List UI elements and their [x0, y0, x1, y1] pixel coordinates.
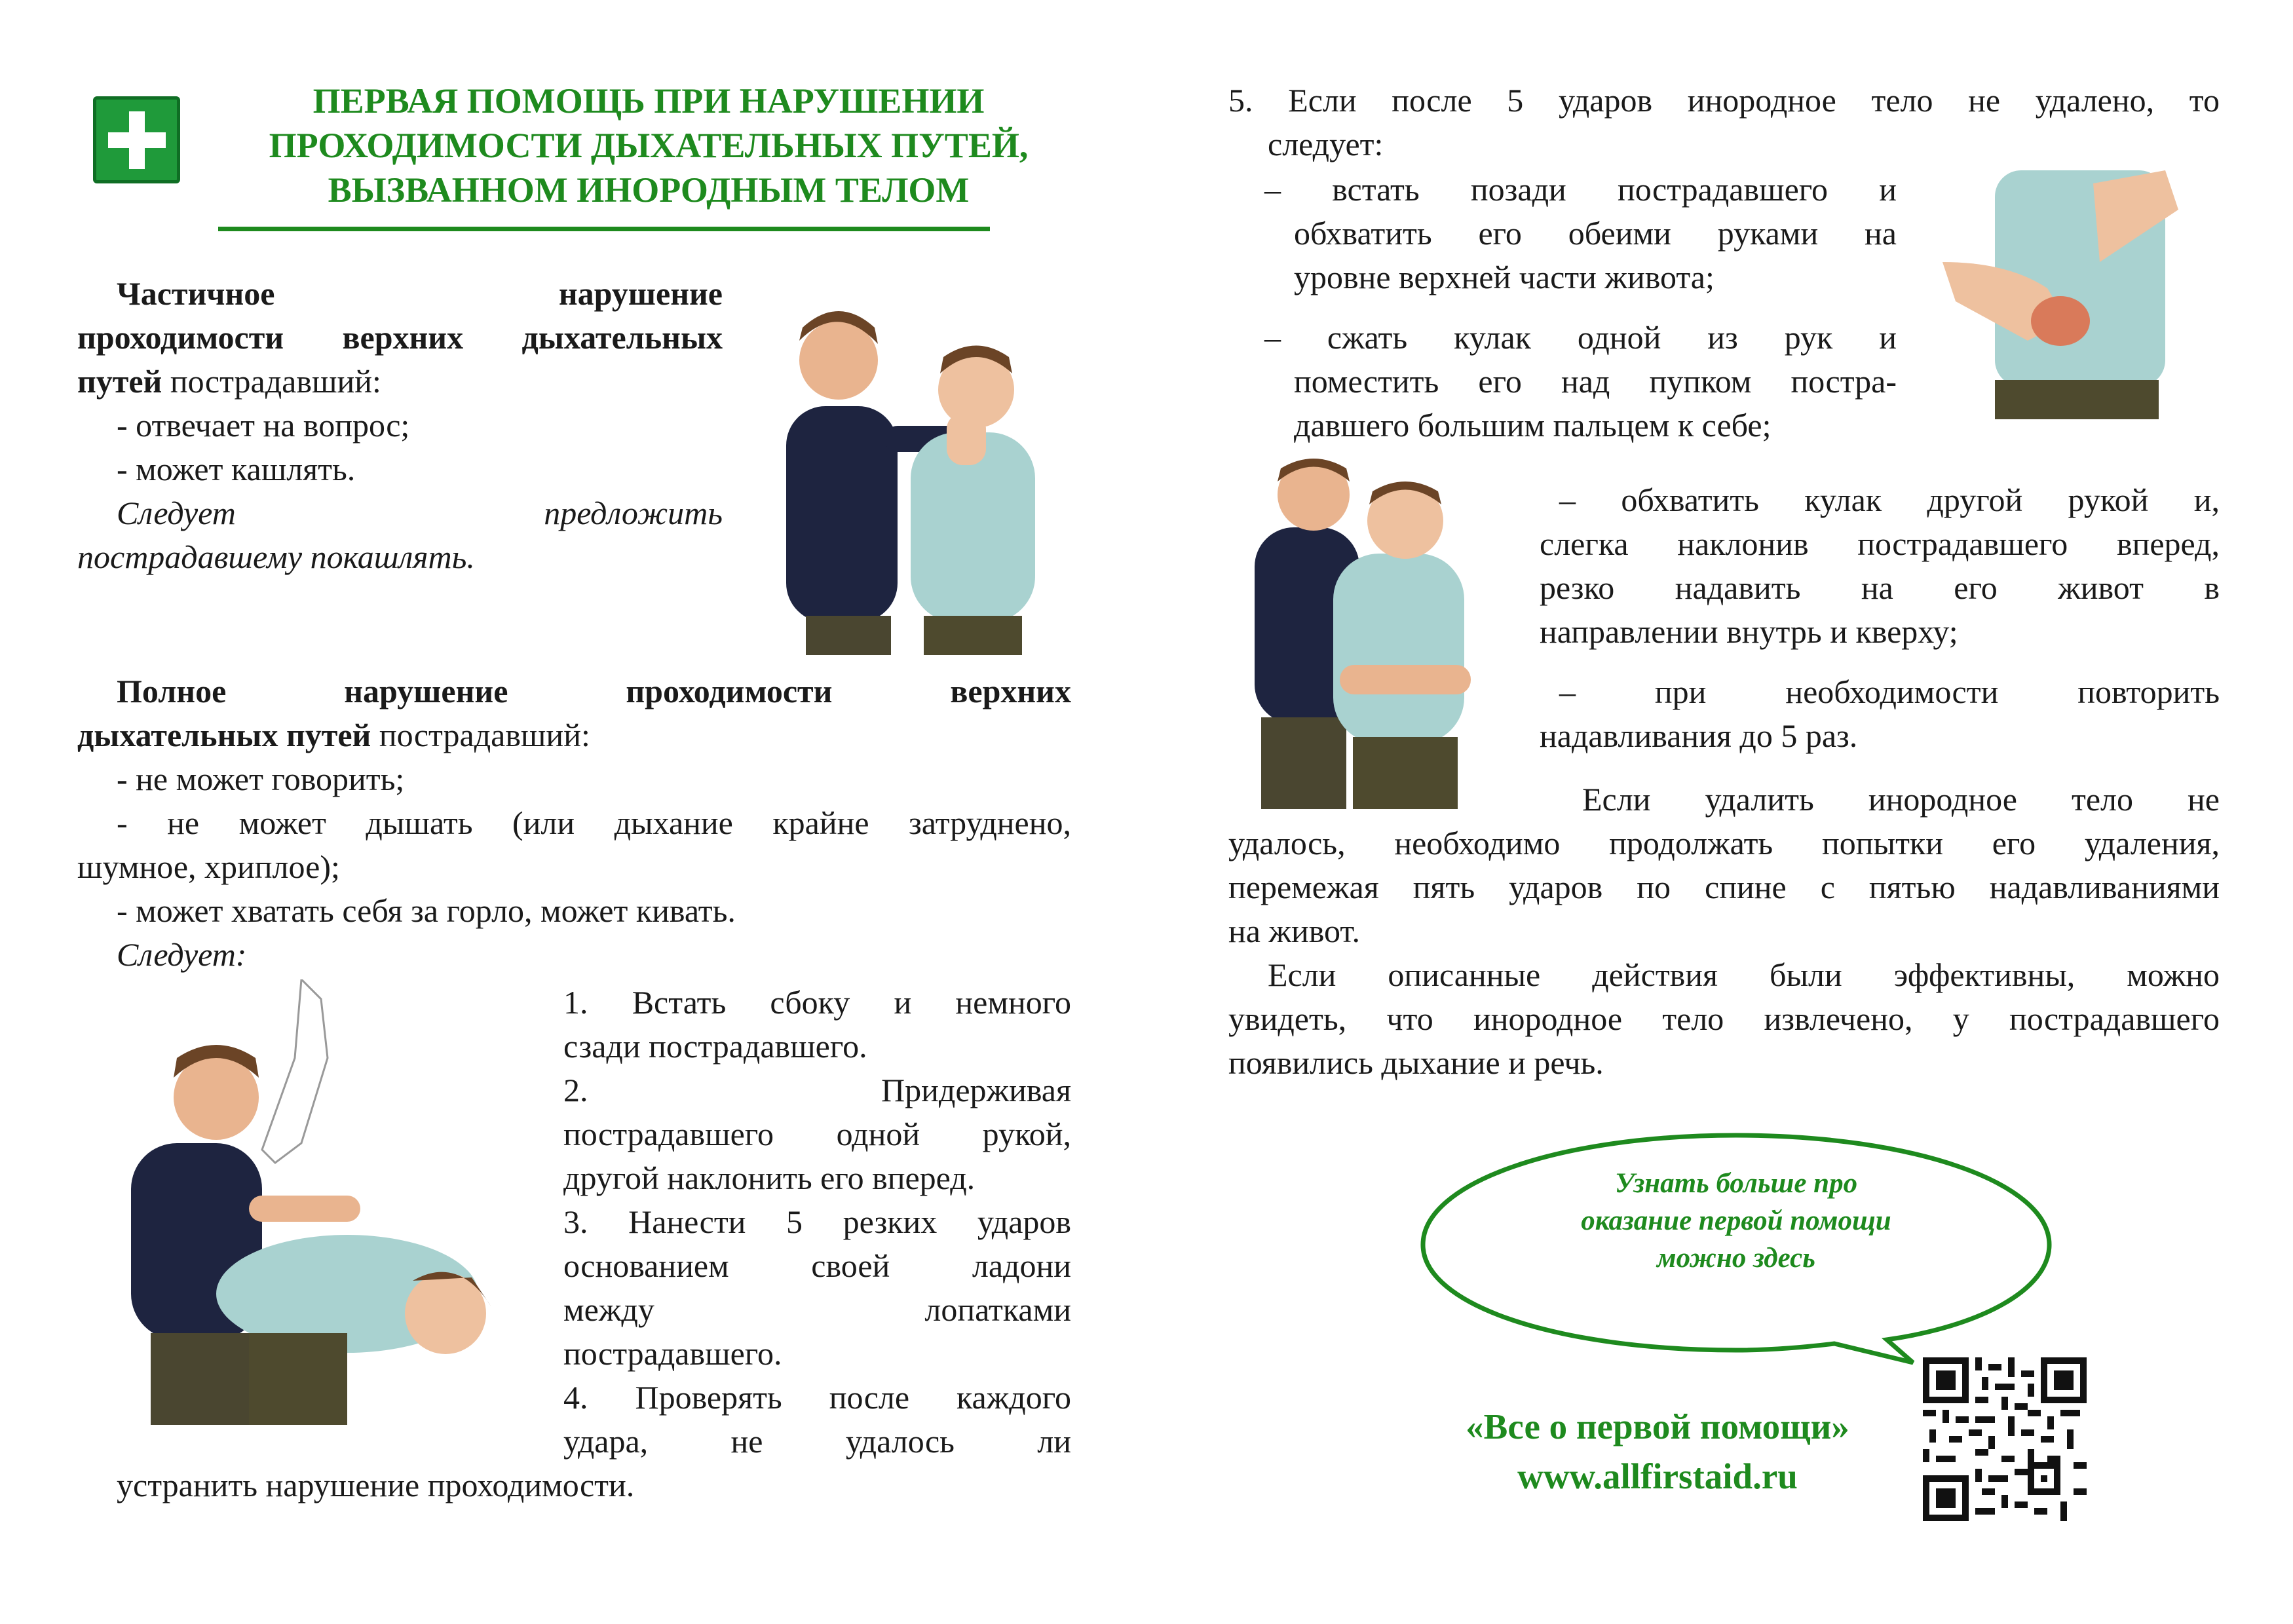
illustration-abdominal-thrust — [1241, 455, 1510, 812]
abdominal-thrust-steps-b: – обхватить кулак другой рукой и, слегка наклонив пострадавшего вперед, резко надавить на его живот в направлении внутрь и кверху; – при необходимости повторить надавливания до 5 раз. — [1540, 482, 2220, 754]
illustration-back-blows — [105, 979, 518, 1451]
full-obstruction-section: Полное нарушение проходимости верхних дыхательных путей пострадавший: - не может говорить; - не может дышать (или дыхание крайне затруднено, шумное, хриплое); - может хватать себя за горло, может кивать. Следует: — [77, 673, 1071, 973]
qr-code-icon[interactable] — [1923, 1357, 2087, 1521]
site-url[interactable]: www.allfirstaid.ru — [1517, 1456, 1798, 1496]
site-name: «Все о первой помощи» — [1466, 1407, 1849, 1446]
step5-intro: 5. Если после 5 ударов инородное тело не удалено, то следует: — [1228, 82, 2220, 162]
conclusion-section: Если удалить инородное тело не удалось, необходимо продолжать попытки его удаления, перемежая пять ударов по спине с пятью надавливаниями на живот. Если описанные действия были эффективны, можно увидеть, что инородное тело извлечено, у пострадавшего появились дыхание и речь. — [1228, 781, 2220, 1081]
title-underline — [218, 227, 990, 231]
first-aid-cross-icon — [93, 96, 180, 183]
illustration-partial-obstruction — [747, 282, 1114, 662]
steps-section: 1. Встать сбоку и немного сзади пострадавшего. 2. Придерживая пострадавшего одной рукой, другой наклонить его вперед. 3. Нанести 5 резких ударов основанием своей ладони между лопатками пострадавшего. 4. Проверять после каждого удара, не удалось ли — [563, 984, 1071, 1460]
partial-obstruction-section: Частичное нарушение проходимости верхних дыхательных путей пострадавший: - отвечает на вопрос; - может кашлять. Следует предложить пострадавшему покашлять. — [77, 275, 723, 575]
illustration-fist-placement — [1929, 170, 2205, 419]
page-title: ПЕРВАЯ ПОМОЩЬ ПРИ НАРУШЕНИИ ПРОХОДИМОСТИ ДЫХАТЕЛЬНЫХ ПУТЕЙ, ВЫЗВАННОМ ИНОРОДНЫМ ТЕЛОМ — [269, 81, 1029, 210]
abdominal-thrust-steps-a: – встать позади пострадавшего и обхватить его обеими руками на уровне верхней части живота; – сжать кулак одной из рук и поместить его над пупком постра- давшего большим пальцем к себе; — [1264, 171, 1897, 444]
step4-continuation: устранить нарушение проходимости. — [117, 1467, 635, 1503]
bubble-text: Узнать больше про оказание первой помощи можно здесь — [1581, 1168, 1891, 1274]
